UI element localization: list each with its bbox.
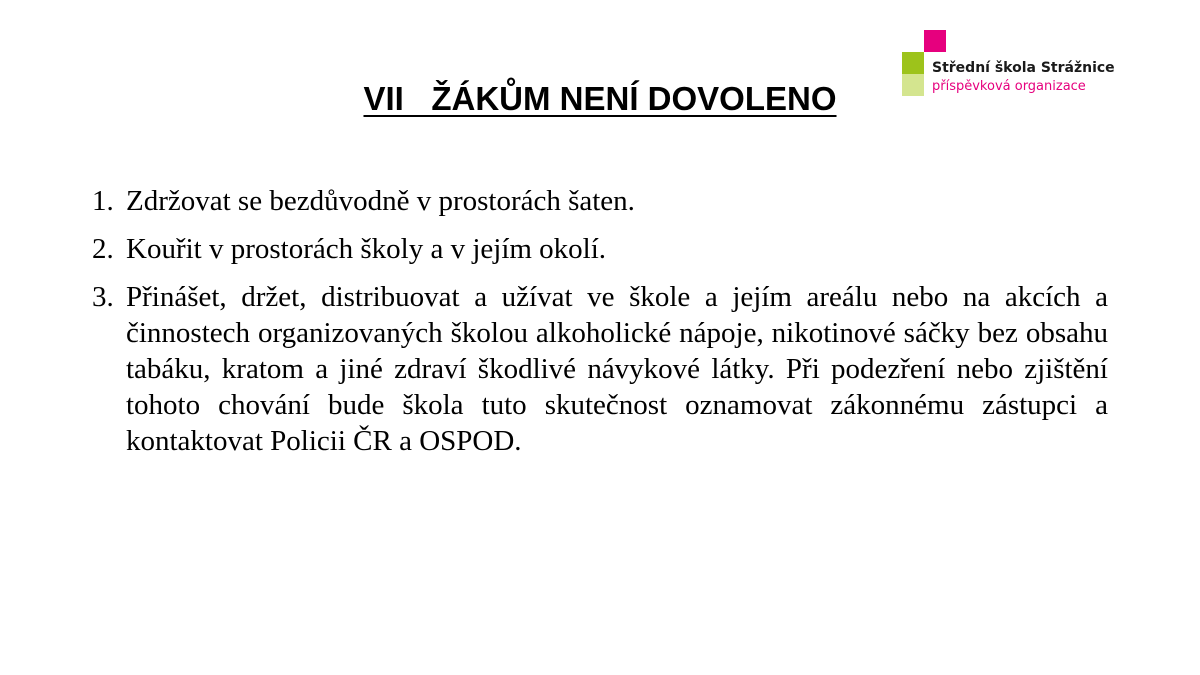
list-item xyxy=(92,231,1108,267)
item-text: Zdržovat se bezdůvodně v prostorách šaten. xyxy=(126,185,635,217)
logo-pink-square xyxy=(924,30,946,52)
item-number: 1. xyxy=(92,185,114,217)
slide-title: VII ŽÁKŮM NENÍ DOVOLENO xyxy=(363,80,837,117)
list-item xyxy=(92,183,1108,219)
item-text: Kouřit v prostorách školy a v jejím okolí. xyxy=(126,233,607,265)
item-text: Přinášet, držet, distribuovat a užívat ve škole a jejím areálu nebo na akcích a činnostech organizovaných školou alkoholické nápoje, nikotinové sáčky bez obsahu tabáku, kratom a jiné zdraví škodlivé návykové látky. Při podezření nebo zjištění tohoto chování bude škola tuto skutečnost oznamovat zákonnému zástupci a kontaktovat Policii ČR a OSPOD. xyxy=(126,281,1108,457)
item-number: 2. xyxy=(92,233,114,265)
item-number: 3. xyxy=(92,281,114,313)
list-item xyxy=(92,279,1108,459)
rules-list xyxy=(92,183,1108,471)
logo-subtitle: příspěvková organizace xyxy=(932,79,1086,94)
logo-green-square xyxy=(902,52,924,74)
logo-school-name: Střední škola Strážnice xyxy=(932,60,1115,76)
